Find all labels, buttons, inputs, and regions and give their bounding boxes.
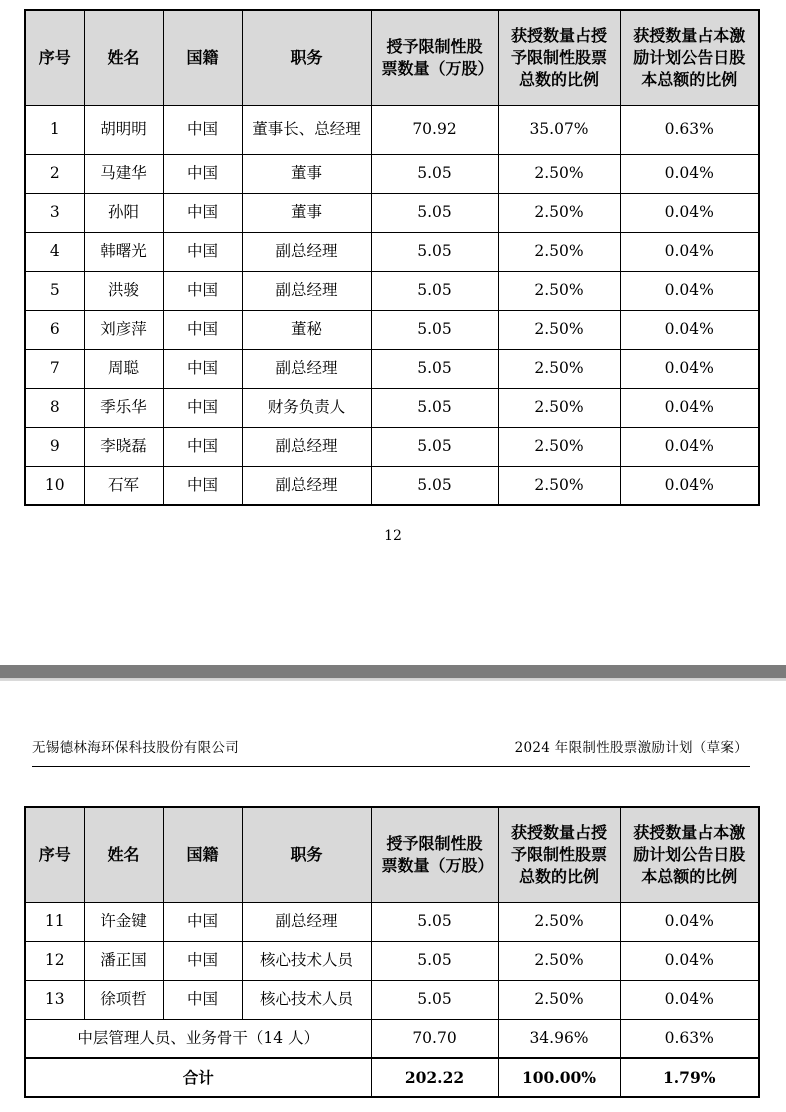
table-row <box>25 232 759 271</box>
cell-granted: 5.05 <box>371 902 498 941</box>
table-row <box>25 349 759 388</box>
cell-position: 董事 <box>242 193 371 232</box>
header-name: 姓名 <box>84 807 163 902</box>
cell-position: 董事长、总经理 <box>242 105 371 154</box>
cell-pct-of-grant: 2.50% <box>498 388 620 427</box>
page-number: 12 <box>384 528 402 544</box>
total-row <box>25 1058 759 1097</box>
cell-pct-of-capital: 0.04% <box>620 154 759 193</box>
cell-pct-of-capital: 0.63% <box>620 105 759 154</box>
cell-position: 副总经理 <box>242 271 371 310</box>
cell-granted: 5.05 <box>371 232 498 271</box>
cell-nationality: 中国 <box>163 154 242 193</box>
table-header-row <box>25 807 759 902</box>
cell-position: 副总经理 <box>242 427 371 466</box>
cell-seq: 6 <box>25 310 84 349</box>
cell-pct-of-grant: 2.50% <box>498 466 620 505</box>
cell-position: 副总经理 <box>242 466 371 505</box>
cell-nationality: 中国 <box>163 902 242 941</box>
cell-nationality: 中国 <box>163 941 242 980</box>
cell-pct-of-grant: 2.50% <box>498 980 620 1019</box>
table-row <box>25 105 759 154</box>
table-header-row <box>25 10 759 105</box>
cell-seq: 10 <box>25 466 84 505</box>
cell-seq: 7 <box>25 349 84 388</box>
cell-name: 石军 <box>84 466 163 505</box>
cell-pct-of-grant: 2.50% <box>498 310 620 349</box>
cell-granted: 5.05 <box>371 427 498 466</box>
cell-seq: 8 <box>25 388 84 427</box>
table-row <box>25 154 759 193</box>
cell-position: 董秘 <box>242 310 371 349</box>
cell-position: 核心技术人员 <box>242 941 371 980</box>
cell-seq: 3 <box>25 193 84 232</box>
cell-position: 副总经理 <box>242 232 371 271</box>
table-row <box>25 271 759 310</box>
cell-nationality: 中国 <box>163 427 242 466</box>
cell-nationality: 中国 <box>163 271 242 310</box>
cell-pct-of-grant: 2.50% <box>498 941 620 980</box>
cell-pct-of-grant: 2.50% <box>498 349 620 388</box>
cell-name: 韩曙光 <box>84 232 163 271</box>
cell-seq: 4 <box>25 232 84 271</box>
cell-nationality: 中国 <box>163 193 242 232</box>
middle-management-row <box>25 1019 759 1058</box>
cell-nationality: 中国 <box>163 980 242 1019</box>
cell-name: 洪骏 <box>84 271 163 310</box>
header-name: 姓名 <box>84 10 163 105</box>
cell-name: 马建华 <box>84 154 163 193</box>
cell-nationality: 中国 <box>163 310 242 349</box>
header-position: 职务 <box>242 10 371 105</box>
cell-pct-of-grant: 2.50% <box>498 154 620 193</box>
cell-pct-of-grant: 2.50% <box>498 271 620 310</box>
header-seq: 序号 <box>25 807 84 902</box>
cell-position: 核心技术人员 <box>242 980 371 1019</box>
cell-pct-of-grant: 2.50% <box>498 232 620 271</box>
cell-pct-of-capital: 0.04% <box>620 349 759 388</box>
cell-granted: 5.05 <box>371 271 498 310</box>
cell-nationality: 中国 <box>163 388 242 427</box>
cell-pct-of-capital: 0.04% <box>620 310 759 349</box>
table-row <box>25 902 759 941</box>
running-header <box>32 736 750 767</box>
cell-name: 季乐华 <box>84 388 163 427</box>
cell-seq: 2 <box>25 154 84 193</box>
cell-pct-of-capital: 0.04% <box>620 941 759 980</box>
header-granted-shares: 授予限制性股票数量（万股） <box>371 807 498 902</box>
cell-seq: 11 <box>25 902 84 941</box>
total-label: 合计 <box>25 1058 371 1097</box>
cell-seq: 9 <box>25 427 84 466</box>
cell-pct-of-capital: 0.04% <box>620 980 759 1019</box>
cell-pct-of-grant: 35.07% <box>498 105 620 154</box>
cell-name: 孙阳 <box>84 193 163 232</box>
table-row <box>25 193 759 232</box>
header-pct-of-capital: 获授数量占本激励计划公告日股本总额的比例 <box>620 10 759 105</box>
cell-granted: 5.05 <box>371 154 498 193</box>
cell-granted: 5.05 <box>371 941 498 980</box>
incentive-allocation-table-page-13 <box>24 806 760 1098</box>
cell-pct-of-capital: 0.04% <box>620 193 759 232</box>
table-row <box>25 466 759 505</box>
cell-position: 副总经理 <box>242 902 371 941</box>
cell-name: 刘彦萍 <box>84 310 163 349</box>
cell-granted: 5.05 <box>371 193 498 232</box>
cell-pct-of-capital: 0.04% <box>620 427 759 466</box>
cell-pct-of-grant: 34.96% <box>498 1019 620 1058</box>
cell-pct-of-grant: 2.50% <box>498 193 620 232</box>
total-pct-of-capital: 1.79% <box>620 1058 759 1097</box>
table-row <box>25 980 759 1019</box>
cell-nationality: 中国 <box>163 232 242 271</box>
cell-granted: 70.92 <box>371 105 498 154</box>
cell-position: 财务负责人 <box>242 388 371 427</box>
table-row <box>25 388 759 427</box>
table-row <box>25 310 759 349</box>
cell-granted: 5.05 <box>371 466 498 505</box>
cell-pct-of-capital: 0.04% <box>620 466 759 505</box>
cell-nationality: 中国 <box>163 349 242 388</box>
cell-name: 李晓磊 <box>84 427 163 466</box>
header-granted-shares: 授予限制性股票数量（万股） <box>371 10 498 105</box>
cell-name: 许金键 <box>84 902 163 941</box>
cell-pct-of-capital: 0.04% <box>620 902 759 941</box>
cell-seq: 1 <box>25 105 84 154</box>
cell-nationality: 中国 <box>163 466 242 505</box>
cell-seq: 13 <box>25 980 84 1019</box>
table-row <box>25 941 759 980</box>
incentive-allocation-table-page-12 <box>24 9 760 506</box>
cell-pct-of-grant: 2.50% <box>498 902 620 941</box>
header-pct-of-capital: 获授数量占本激励计划公告日股本总额的比例 <box>620 807 759 902</box>
header-pct-of-grant: 获授数量占授予限制性股票总数的比例 <box>498 807 620 902</box>
cell-nationality: 中国 <box>163 105 242 154</box>
cell-granted: 5.05 <box>371 980 498 1019</box>
cell-name: 徐项哲 <box>84 980 163 1019</box>
cell-name: 潘正国 <box>84 941 163 980</box>
cell-position: 董事 <box>242 154 371 193</box>
header-nationality: 国籍 <box>163 10 242 105</box>
cell-granted: 5.05 <box>371 310 498 349</box>
cell-position: 副总经理 <box>242 349 371 388</box>
cell-seq: 12 <box>25 941 84 980</box>
plan-title: 2024 年限制性股票激励计划（草案） <box>514 740 748 756</box>
cell-granted: 5.05 <box>371 349 498 388</box>
table-row <box>25 427 759 466</box>
page-separator <box>0 665 786 681</box>
cell-pct-of-capital: 0.04% <box>620 232 759 271</box>
total-pct-of-grant: 100.00% <box>498 1058 620 1097</box>
cell-name: 周聪 <box>84 349 163 388</box>
header-seq: 序号 <box>25 10 84 105</box>
header-position: 职务 <box>242 807 371 902</box>
cell-granted: 5.05 <box>371 388 498 427</box>
header-nationality: 国籍 <box>163 807 242 902</box>
cell-pct-of-capital: 0.63% <box>620 1019 759 1058</box>
cell-pct-of-capital: 0.04% <box>620 271 759 310</box>
cell-granted: 70.70 <box>371 1019 498 1058</box>
cell-pct-of-grant: 2.50% <box>498 427 620 466</box>
cell-pct-of-capital: 0.04% <box>620 388 759 427</box>
cell-name: 胡明明 <box>84 105 163 154</box>
cell-seq: 5 <box>25 271 84 310</box>
total-granted: 202.22 <box>371 1058 498 1097</box>
middle-management-label: 中层管理人员、业务骨干（14 人） <box>25 1019 371 1058</box>
company-name: 无锡德林海环保科技股份有限公司 <box>32 740 239 756</box>
header-pct-of-grant: 获授数量占授予限制性股票总数的比例 <box>498 10 620 105</box>
